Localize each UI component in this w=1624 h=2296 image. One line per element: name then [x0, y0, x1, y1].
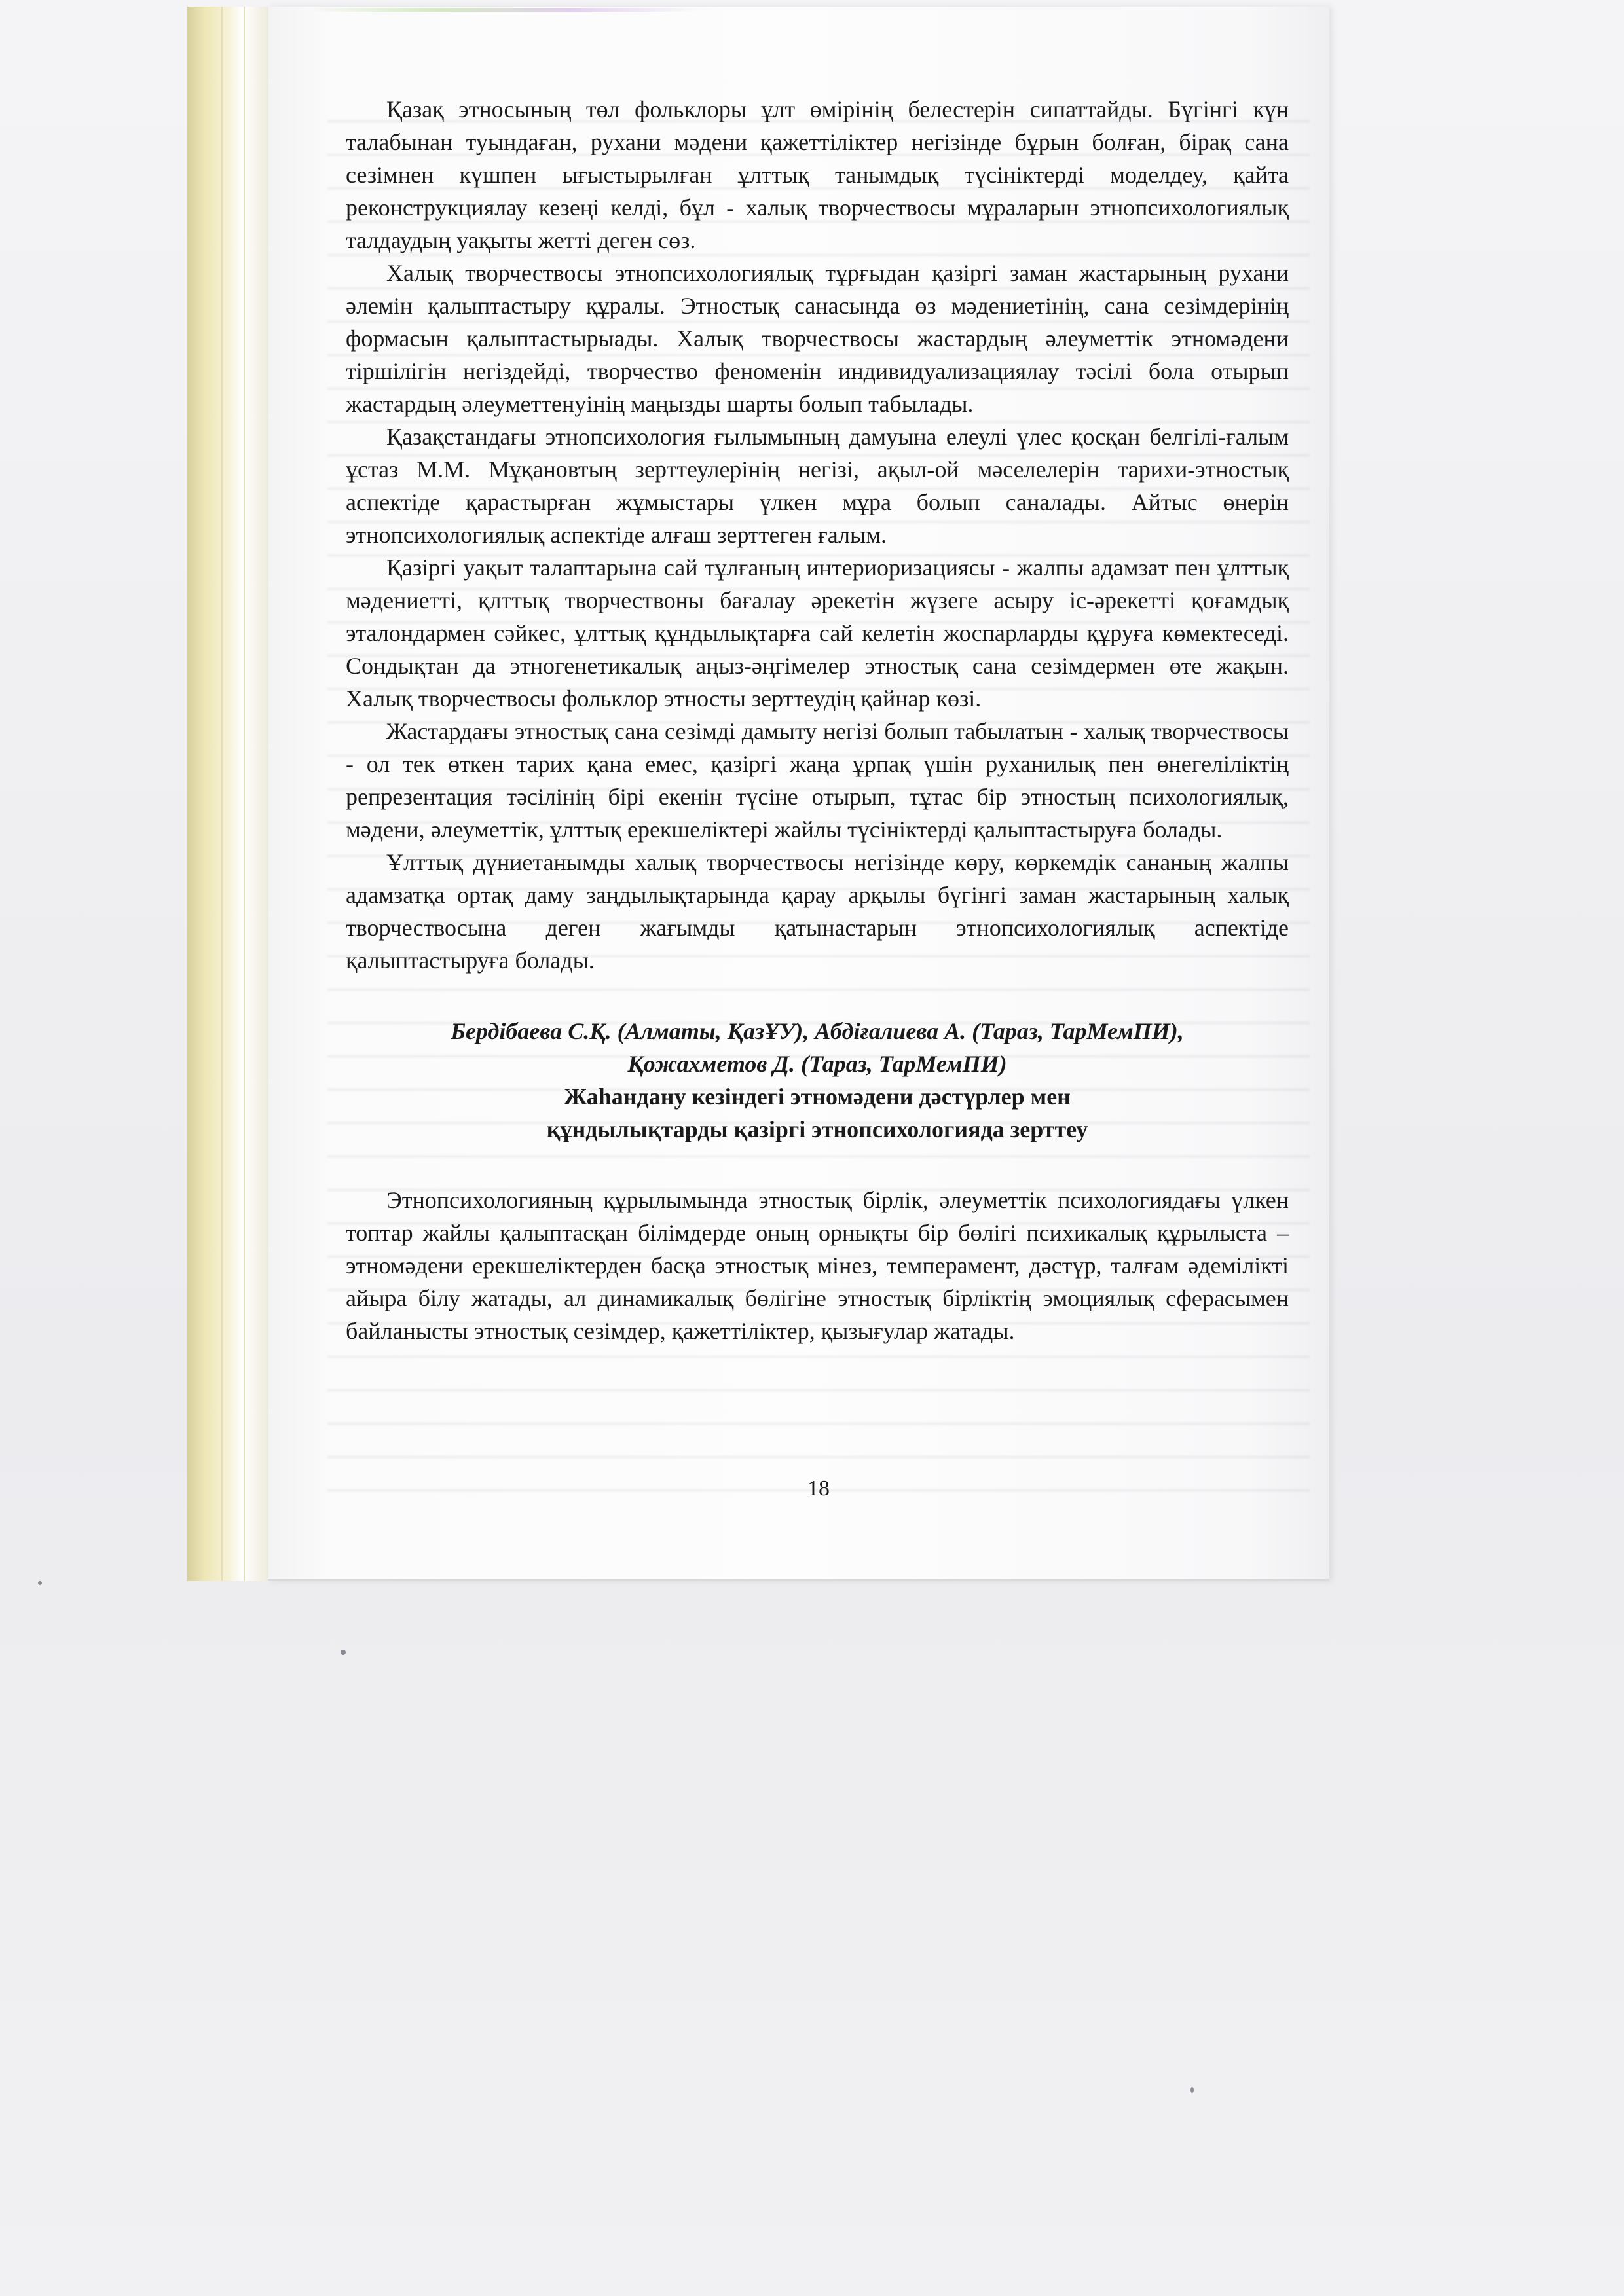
paragraph: Жастардағы этностық сана сезімді дамыту негізі болып табылатын - халық творчествосы - ол тек өткен тарих қана емес, қазіргі жаңа ұрпақ үшін руханилық пен өнегеліліктің репрезентация тәсілінің бірі екенін түсіне отырып, тұтас бір этностың психологиялық, мәдени, әлеуметтік, ұлттық ерекшеліктері жайлы түсініктерді қалыптастыруға болады. — [346, 718, 1289, 843]
article-title: Жаһандану кезіндегі этномәдени дәстүрлер мен — [564, 1084, 1071, 1110]
page-stack-edge — [187, 7, 280, 1581]
article-body — [346, 1184, 1289, 1347]
paragraph: Қазақстандағы этнопсихология ғылымының дамуына елеулі үлес қосқан белгілі-ғалым ұстаз М.М. Мұқановтың зерттеулерінің негізі, ақыл-ой мәселелерін тарихи-этностық аспектіде қарастырған жұмыстары үлкен мұра болып саналады. Айтыс өнерін этнопсихологиялық аспектіде алғаш зерттеген ғалым. — [346, 424, 1289, 548]
page-stack-line — [244, 7, 245, 1581]
paragraph: Этнопсихологияның құрылымында этностық бірлік, әлеуметтік психологиядағы үлкен топтар жайлы қалыптасқан білімдерде оның орнықты бір бөлігі психикалық құрылыста – этномәдени ерекшеліктерден басқа этностық мінез, темперамент, дәстүр, талғам әдемілікті айыра білу жатады, ал динамикалық бөлігіне этностық бірліктің эмоциялық сферасымен байланысты этностық сезімдер, қажеттіліктер, қызығулар жатады. — [346, 1187, 1289, 1344]
scan-speck — [38, 1581, 42, 1585]
paragraph: Халық творчествосы этнопсихологиялық тұрғыдан қазіргі заман жастарының рухани әлемін қалыптастыру құралы. Этностық санасында өз мәдениетінің, сана сезімдерінің формасын қалыптастырыады. Халық творчествосы жастардың әлеуметтік этномәдени тіршілігін негіздейді, творчество феноменін индивидуализациялау тәсілі бола отырып жастардың әлеуметтенуінің маңызды шарты болып табылады. — [346, 260, 1289, 417]
page-number: 18 — [807, 1476, 830, 1501]
document-text — [346, 93, 1289, 1347]
scan-speck — [1190, 2087, 1194, 2093]
page-top-tint — [308, 8, 701, 12]
paragraph: Қазіргі уақыт талаптарына сай тұлғаның интериоризациясы - жалпы адамзат пен ұлттық мәдениетті, қлттық творчествоны бағалау әрекетін жүзеге асыру іс-әрекетті қоғамдық эталондармен сәйкес, ұлттық құндылықтарға сай келетін жоспарларды құруға көмектеседі. Сондықтан да этногенетикалық аңыз-әңгімелер этностық сана сезімдермен өте жақын. Халық творчествосы фольклор этносты зерттеудің қайнар көзі. — [346, 555, 1289, 712]
paragraph: Ұлттық дүниетанымды халық творчествосы негізінде көру, көркемдік сананың жалпы адамзатқа ортақ даму заңдылықтарында қарау арқылы бүгінгі заман жастарының халық творчествосына деген жағымды қатынастарын этнопсихологиялық аспектіде қалыптастыруға болады. — [346, 849, 1289, 974]
page-bottom-edge — [268, 1579, 1329, 1581]
article-title: құндылықтарды қазіргі этнопсихологияда зерттеу — [546, 1116, 1088, 1142]
scan-speck — [341, 1650, 346, 1655]
page-stack-line — [199, 7, 200, 1581]
article-authors: Қожахметов Д. (Тараз, ТарМемПИ) — [627, 1051, 1007, 1077]
paragraph: Қазақ этносының төл фольклоры ұлт өмірінің белестерін сипаттайды. Бүгінгі күн талабынан туындаған, рухани мәдени қажеттіліктер негізінде бұрын болған, бірақ сана сезімнен күшпен ығыстырылған ұлттық танымдық түсініктерді моделдеу, қайта реконструкциялау кезеңі келді, бұл - халық творчествосы мұраларын этнопсихологиялық талдаудың уақыты жетті деген сөз. — [346, 96, 1289, 253]
page-stack-line — [221, 7, 223, 1581]
article-authors: Бердібаева С.Қ. (Алматы, ҚазҰУ), Абдіғалиева А. (Тараз, ТарМемПИ), — [451, 1018, 1184, 1044]
article-heading — [346, 1015, 1289, 1146]
